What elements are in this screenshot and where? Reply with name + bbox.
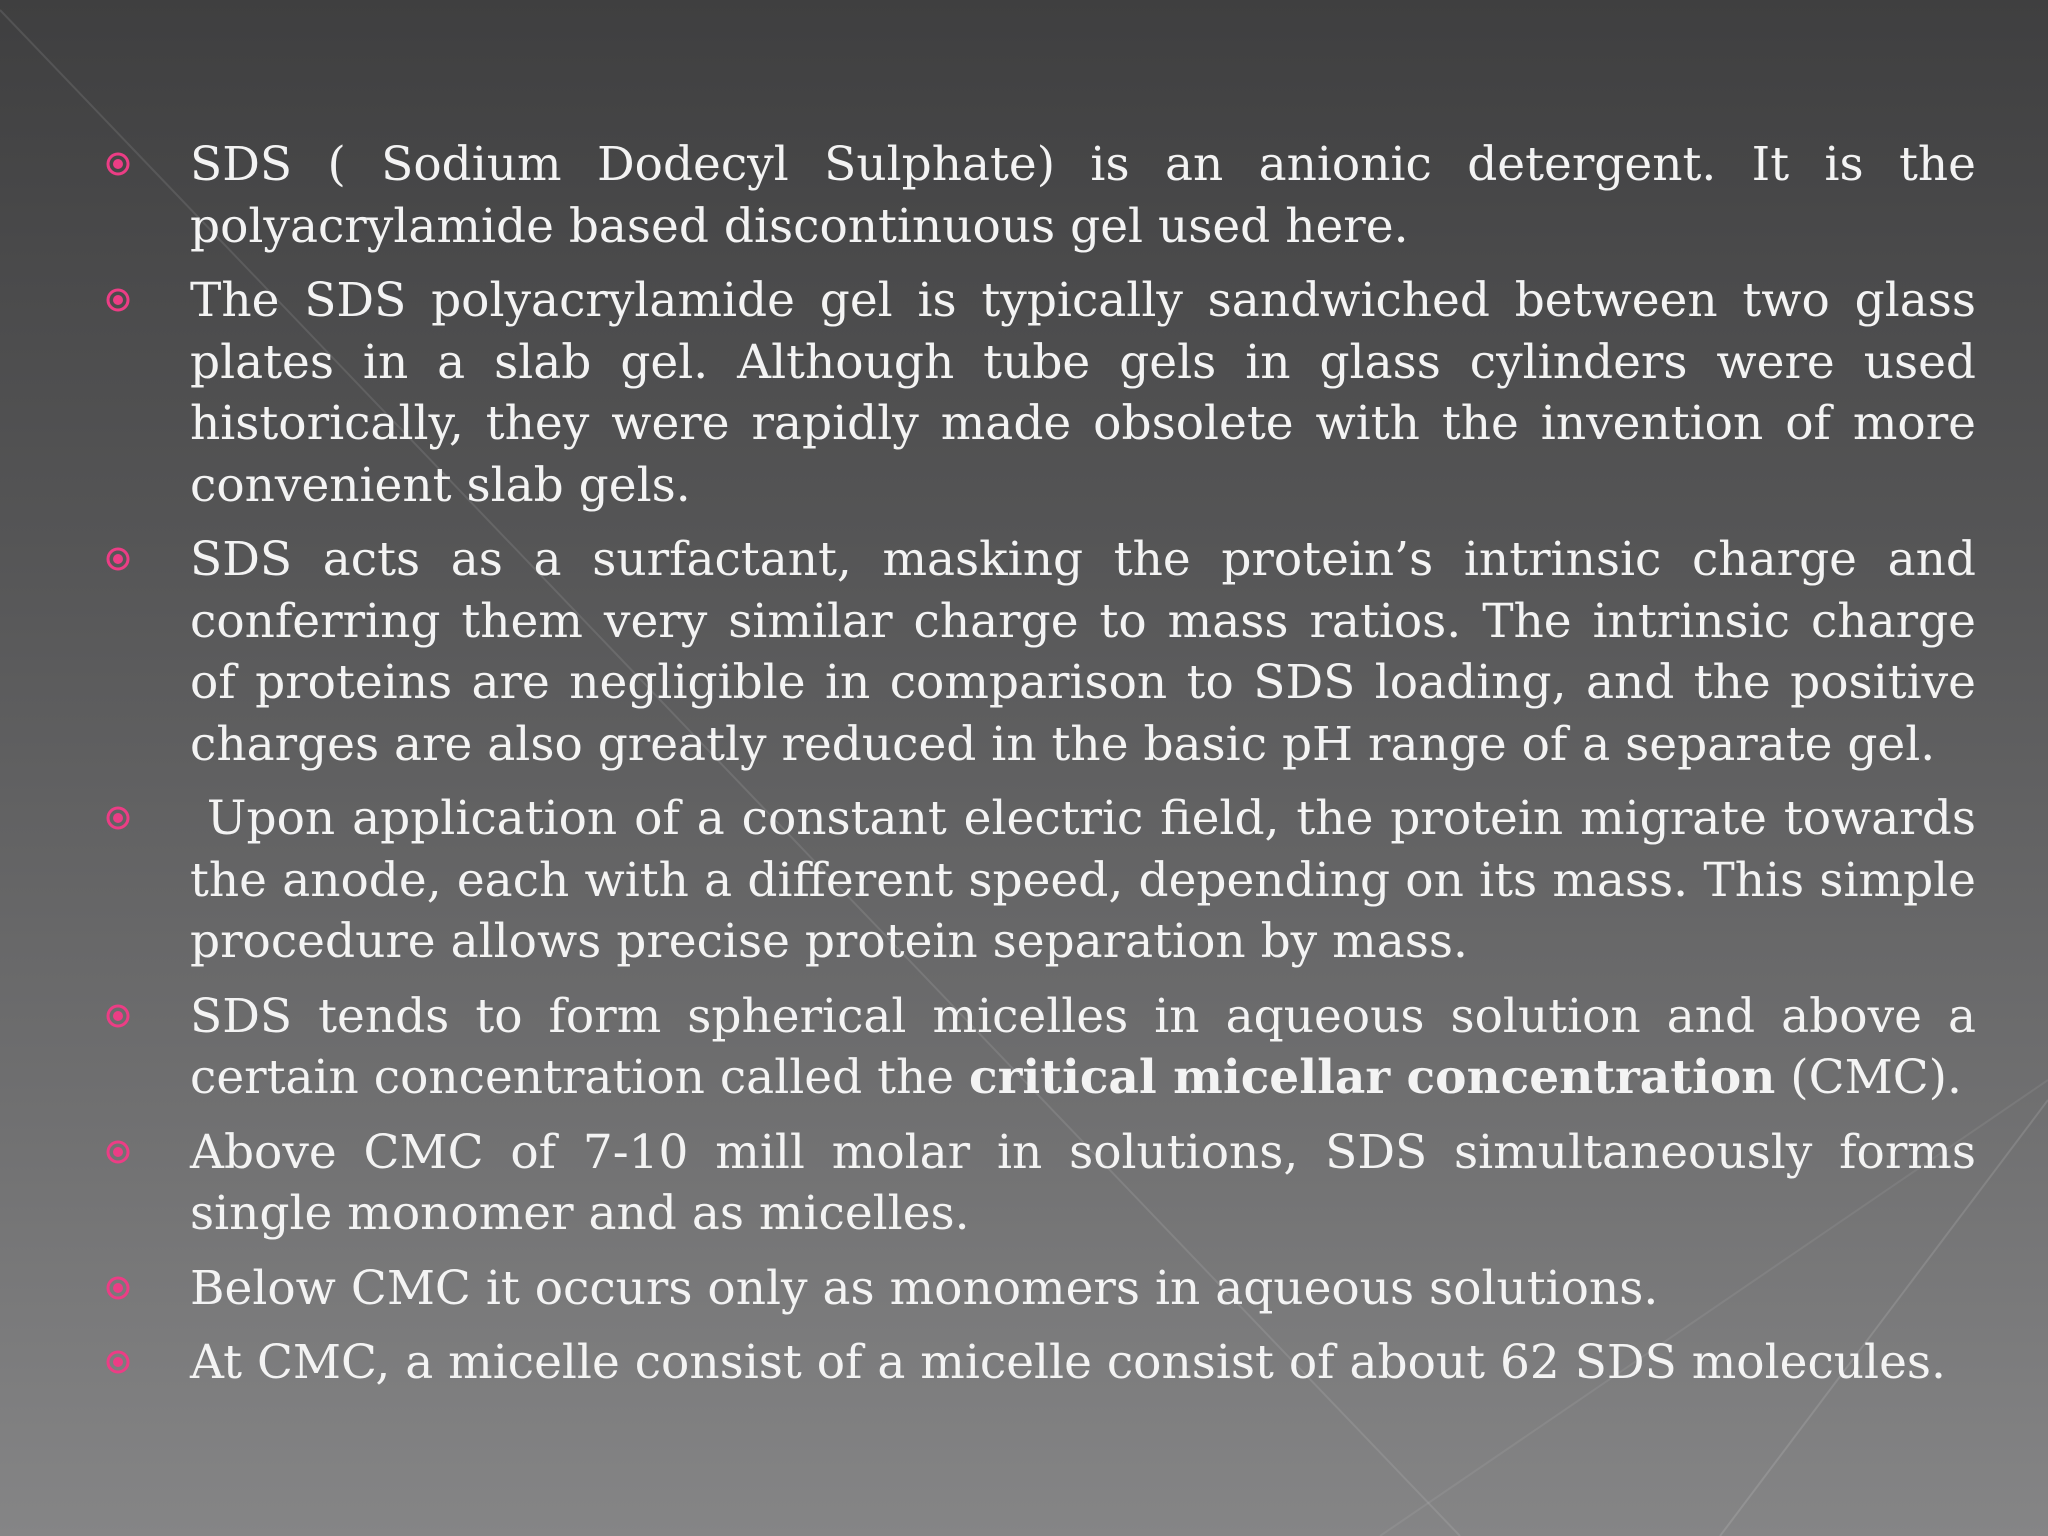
bullet-text: The SDS polyacrylamide gel is typically sandwiched between two glass plates in a slab gel. Although tube gels in glass cylinders were used historically, they were rapidly made obsolete with the invention of more convenient slab gels. <box>190 273 1976 513</box>
bullet-item <box>100 788 1991 973</box>
radio-bullet-icon <box>106 1140 130 1164</box>
bullet-text: Below CMC it occurs only as monomers in aqueous solutions. <box>190 1260 1659 1316</box>
bullet-text <box>190 989 1976 1106</box>
bullet-item <box>100 529 1976 775</box>
radio-bullet-icon <box>106 547 130 571</box>
bullet-text-part: SDS tends to form spherical micelles in aqueous solution and above a certain concentration called the <box>190 988 1976 1105</box>
bullet-item <box>100 270 1976 516</box>
bold-term: critical micellar concentration <box>969 1050 1776 1105</box>
radio-bullet-icon <box>106 1004 130 1028</box>
radio-bullet-icon <box>106 152 130 176</box>
radio-bullet-icon <box>106 806 130 830</box>
bullet-text: Above CMC of 7-10 mill molar in solutions, SDS simultaneously forms single monomer and as micelles. <box>190 1124 1976 1241</box>
bullet-list <box>100 134 1991 1407</box>
radio-bullet-icon <box>106 1276 130 1300</box>
bullet-text: Upon application of a constant electric field, the protein migrate towards the anode, each with a different speed, depending on its mass. This simple procedure allows precise protein separation by mass. <box>190 791 1991 969</box>
bullet-item <box>100 1332 1976 1394</box>
bullet-text: SDS acts as a surfactant, masking the protein’s intrinsic charge and conferring them very similar charge to mass ratios. The intrinsic charge of proteins are negligible in comparison to SDS loading, and the positive charges are also greatly reduced in the basic pH range of a separate gel. <box>190 532 1976 772</box>
bullet-item <box>100 134 1976 257</box>
bullet-item <box>100 1122 1976 1245</box>
radio-bullet-icon <box>106 1350 130 1374</box>
bullet-text: SDS ( Sodium Dodecyl Sulphate) is an anionic detergent. It is the polyacrylamide based discontinuous gel used here. <box>190 137 1976 254</box>
radio-bullet-icon <box>106 288 130 312</box>
bullet-text-part: (CMC). <box>1775 1050 1962 1105</box>
bullet-text: At CMC, a micelle consist of a micelle consist of about 62 SDS molecules. <box>190 1335 1946 1390</box>
bullet-item <box>100 1258 1976 1320</box>
bullet-item <box>100 986 1976 1109</box>
